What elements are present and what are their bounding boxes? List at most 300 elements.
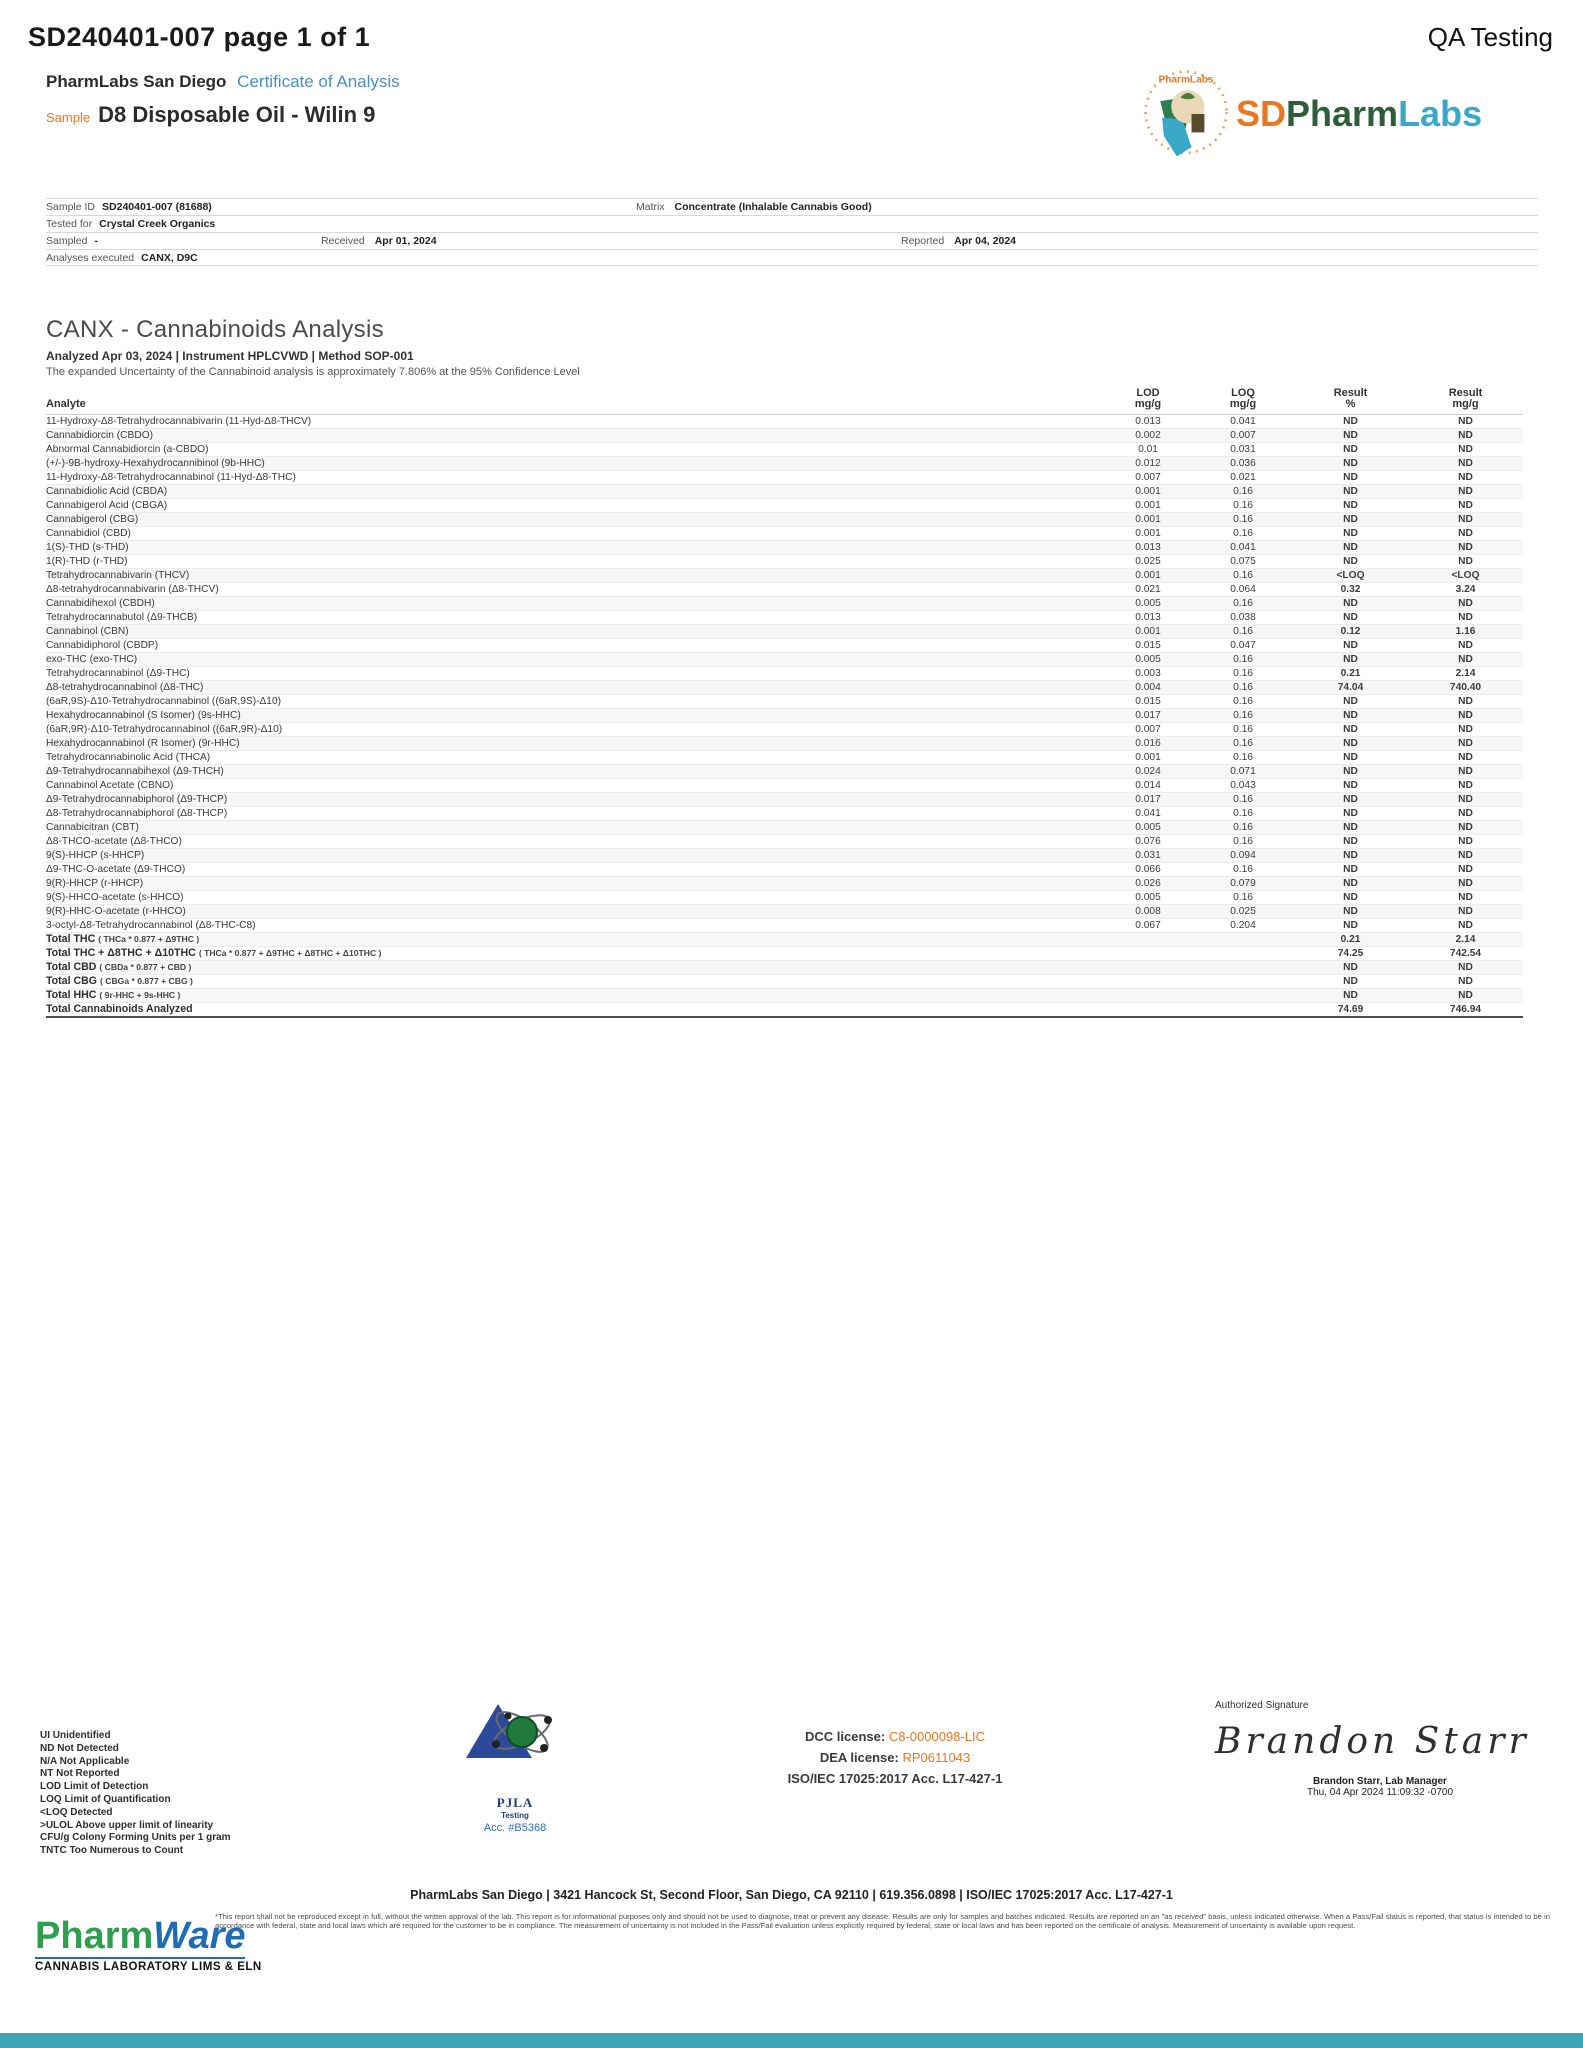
analyte-cell (46, 611, 1103, 625)
loq-cell: 0.16 (1233, 892, 1253, 903)
license-block (660, 1726, 1130, 1789)
analyte-cell (46, 415, 1103, 429)
loq-cell: 0.16 (1233, 500, 1253, 511)
analyte-cell (46, 471, 1103, 485)
table-row (46, 597, 1523, 611)
sample-label: Sample (46, 110, 91, 125)
result-pct-header-l2: % (1345, 398, 1356, 410)
loq-cell: 0.021 (1230, 472, 1256, 483)
result-pct-cell: ND (1343, 556, 1358, 567)
legend-item: CFU/g Colony Forming Units per 1 gram (40, 1832, 231, 1844)
table-row (46, 723, 1523, 737)
loq-cell: 0.16 (1233, 696, 1253, 707)
qa-testing-label: QA Testing (1427, 22, 1553, 52)
lod-cell: 0.007 (1135, 472, 1161, 483)
lod-cell: 0.012 (1135, 458, 1161, 469)
result-pct-cell: ND (1343, 430, 1358, 441)
loq-cell: 0.16 (1233, 738, 1253, 749)
table-row (46, 457, 1523, 471)
result-mgg-header-l1: Result (1448, 387, 1483, 399)
total-row (46, 947, 1523, 961)
analyte-name: 3-octyl-Δ8-Tetrahydrocannabinol (Δ8-THC-C8) (46, 920, 256, 931)
analyte-name: Cannabigerol Acid (CBGA) (46, 500, 168, 511)
license-line (660, 1747, 1130, 1768)
analyte-cell (46, 527, 1103, 541)
lod-cell: 0.013 (1135, 416, 1161, 427)
analyte-name: 9(R)-HHC-O-acetate (r-HHCO) (46, 906, 186, 917)
analyte-cell (46, 625, 1103, 639)
lod-cell: 0.076 (1135, 836, 1161, 847)
result-mgg-cell: ND (1458, 724, 1473, 735)
analyte-cell (46, 695, 1103, 709)
legend-item: LOQ Limit of Quantification (40, 1793, 171, 1805)
analyte-name: Δ8-Tetrahydrocannabiphorol (Δ8-THCP) (46, 808, 228, 819)
loq-cell: 0.16 (1233, 626, 1253, 637)
result-mgg-cell: ND (1458, 598, 1473, 609)
result-pct-cell: ND (1343, 724, 1358, 735)
loq-cell: 0.16 (1233, 724, 1253, 735)
loq-cell: 0.16 (1233, 794, 1253, 805)
result-pct-cell: ND (1343, 514, 1358, 525)
brand-pharm: Pharm (1286, 93, 1399, 134)
signature-block (1215, 1700, 1545, 1798)
loq-cell: 0.204 (1230, 920, 1256, 931)
result-pct-cell: ND (1343, 766, 1358, 777)
pharmware-tagline: CANNABIS LABORATORY LIMS & ELN (35, 1957, 245, 1973)
table-header-row (46, 385, 1523, 415)
analyte-cell (46, 555, 1103, 569)
total-formula: ( CBDa * 0.877 + CBD ) (99, 962, 192, 972)
result-pct-cell: ND (1343, 836, 1358, 847)
loq-cell (1193, 989, 1293, 1003)
info-row-sample-id (46, 198, 1538, 215)
analyte-cell (46, 961, 1103, 975)
total-formula: ( THCa * 0.877 + Δ9THC ) (98, 934, 200, 944)
result-pct-cell: ND (1343, 906, 1358, 917)
result-pct-cell: 74.04 (1337, 682, 1364, 693)
matrix-label: Matrix (636, 201, 665, 213)
analyte-cell (46, 723, 1103, 737)
signature-date: Thu, 04 Apr 2024 11:09:32 -0700 (1306, 1787, 1454, 1798)
pharmware-wordmark (35, 1916, 245, 1956)
analyte-cell (46, 667, 1103, 681)
sampled-value: - (94, 235, 98, 247)
lod-cell: 0.004 (1135, 682, 1161, 693)
loq-cell: 0.16 (1233, 570, 1253, 581)
abbreviation-legend (40, 1730, 231, 1858)
result-mgg-cell: ND (1458, 864, 1473, 875)
loq-cell: 0.16 (1233, 822, 1253, 833)
pharmware-pharm: Pharm (35, 1915, 154, 1957)
lod-cell: 0.026 (1135, 878, 1161, 889)
result-mgg-cell: ND (1458, 612, 1473, 623)
analyte-name: 9(S)-HHCO-acetate (s-HHCO) (46, 892, 184, 903)
analyte-cell (46, 975, 1103, 989)
lod-cell: 0.005 (1135, 822, 1161, 833)
result-pct-cell: ND (1343, 752, 1358, 763)
loq-cell: 0.041 (1230, 542, 1256, 553)
table-row (46, 443, 1523, 457)
loq-cell: 0.047 (1230, 640, 1256, 651)
brand-labs: Labs (1398, 93, 1483, 134)
analyte-cell (46, 919, 1103, 933)
table-row (46, 835, 1523, 849)
lod-cell (1103, 989, 1193, 1003)
sample-id-value: SD240401-007 (81688) (102, 201, 212, 213)
table-row (46, 583, 1523, 597)
result-mgg-cell: ND (1458, 906, 1473, 917)
result-mgg-cell: ND (1458, 472, 1473, 483)
result-mgg-cell: ND (1458, 850, 1473, 861)
analyte-cell (46, 485, 1103, 499)
result-mgg-cell: ND (1458, 836, 1473, 847)
analyte-cell (46, 653, 1103, 667)
lod-cell: 0.013 (1135, 542, 1161, 553)
loq-cell: 0.041 (1230, 416, 1256, 427)
analyte-header: Analyte (46, 385, 1103, 415)
result-mgg-cell: ND (1458, 962, 1473, 973)
analyte-cell (46, 807, 1103, 821)
analyte-name: Hexahydrocannabinol (S Isomer) (9s-HHC) (46, 710, 241, 721)
info-row-tested-for (46, 215, 1538, 232)
table-row (46, 779, 1523, 793)
lab-name: PharmLabs San Diego (46, 72, 227, 91)
result-pct-cell: ND (1343, 892, 1358, 903)
analyte-name: 11-Hydroxy-Δ8-Tetrahydrocannabinol (11-Hyd-Δ8-THC) (46, 472, 296, 483)
analyte-name: (6aR,9S)-Δ10-Tetrahydrocannabinol ((6aR,9S)-Δ10) (46, 696, 282, 707)
result-mgg-cell: ND (1458, 920, 1473, 931)
loq-cell: 0.16 (1233, 836, 1253, 847)
lod-cell: 0.024 (1135, 766, 1161, 777)
result-mgg-cell: ND (1458, 430, 1473, 441)
table-row (46, 639, 1523, 653)
result-mgg-cell: 740.40 (1449, 682, 1482, 693)
result-mgg-cell: ND (1458, 766, 1473, 777)
analyte-name: Δ9-THC-O-acetate (Δ9-THCO) (46, 864, 186, 875)
result-mgg-cell: ND (1458, 528, 1473, 539)
result-pct-cell: ND (1343, 808, 1358, 819)
analyte-cell (46, 863, 1103, 877)
table-body (46, 415, 1523, 1018)
result-pct-cell: ND (1343, 976, 1358, 987)
result-mgg-cell: ND (1458, 878, 1473, 889)
loq-cell: 0.079 (1230, 878, 1256, 889)
lod-cell: 0.017 (1135, 710, 1161, 721)
matrix-field (636, 201, 872, 213)
loq-cell: 0.16 (1233, 808, 1253, 819)
pjla-name: PJLA (496, 1795, 534, 1810)
result-mgg-cell: ND (1458, 780, 1473, 791)
result-pct-cell: ND (1343, 794, 1358, 805)
result-pct-cell: ND (1343, 990, 1358, 1001)
result-mgg-cell: ND (1458, 640, 1473, 651)
result-mgg-cell: ND (1458, 738, 1473, 749)
table-row (46, 471, 1523, 485)
pharmware-logo (35, 1915, 262, 1973)
loq-cell: 0.094 (1230, 850, 1256, 861)
result-mgg-cell: ND (1458, 500, 1473, 511)
legend-item: <LOQ Detected (40, 1806, 113, 1818)
result-mgg-cell: ND (1458, 444, 1473, 455)
table-row (46, 709, 1523, 723)
result-pct-cell: 74.69 (1337, 1004, 1364, 1015)
total-row (46, 1003, 1523, 1018)
bottom-accent-bar (0, 2033, 1583, 2048)
lod-cell (1103, 961, 1193, 975)
lod-cell: 0.001 (1135, 486, 1161, 497)
pjla-sub: Testing (501, 1811, 529, 1820)
legend-item: NT Not Reported (40, 1768, 120, 1780)
disclaimer-text: *This report shall not be reproduced except in full, without the written approval of the lab. This report is for informational purposes only and should not be used to diagnose, treat or prevent any disease. Results are only for samples and batches indicated. Results are reported on an "as received" basis, unless indicated otherwise. When a Pass/Fail status is reported, that status is intended to be in accordance with federal, state and local laws which are required for the customer to be in compliance. The measurement of uncertainty is not included in the Pass/Fail evaluation unless explicitly required by federal, state or local laws and has been reported on the certificate of analysis. Measurement of uncertainty is available upon request. (215, 1912, 1550, 1930)
lod-cell: 0.001 (1135, 752, 1161, 763)
uncertainty-note: The expanded Uncertainty of the Cannabinoid analysis is approximately 7.806% at the 95% Confidence Level (46, 366, 580, 378)
analyte-name: 11-Hydroxy-Δ8-Tetrahydrocannabivarin (11-Hyd-Δ8-THCV) (46, 416, 312, 427)
loq-cell: 0.043 (1230, 780, 1256, 791)
table-row (46, 569, 1523, 583)
tested-for-label: Tested for (46, 218, 93, 230)
table-row (46, 653, 1523, 667)
table-row (46, 891, 1523, 905)
lod-cell: 0.031 (1135, 850, 1161, 861)
analyses-value: CANX, D9C (141, 251, 198, 264)
legend-item: TNTC Too Numerous to Count (40, 1845, 184, 1857)
lod-cell: 0.066 (1135, 864, 1161, 875)
analyte-cell (46, 681, 1103, 695)
signature-script: Brandon Starr (1215, 1721, 1530, 1762)
pharmware-ware: Ware (153, 1915, 246, 1957)
doc-id: SD240401-007 page 1 of 1 (28, 22, 371, 52)
lod-cell: 0.008 (1135, 906, 1161, 917)
loq-cell (1193, 975, 1293, 989)
result-mgg-cell: 746.94 (1449, 1004, 1482, 1015)
analyte-cell (46, 751, 1103, 765)
lod-cell: 0.002 (1135, 430, 1161, 441)
analyte-cell (46, 569, 1103, 583)
lab-line (46, 72, 400, 92)
analyte-name: Cannabinol (CBN) (46, 626, 129, 637)
result-pct-header (1293, 385, 1408, 415)
total-row (46, 989, 1523, 1003)
result-pct-cell: ND (1343, 612, 1358, 623)
analyte-cell (46, 541, 1103, 555)
result-pct-cell: ND (1343, 500, 1358, 511)
analyte-name: Cannabigerol (CBG) (46, 514, 139, 525)
sdpharmlabs-logo (1140, 66, 1483, 162)
lod-cell (1103, 975, 1193, 989)
table-header (46, 385, 1523, 415)
analyte-name: Total THC (46, 933, 96, 945)
result-pct-cell: ND (1343, 850, 1358, 861)
section-title: CANX - Cannabinoids Analysis (46, 316, 384, 343)
result-mgg-cell: ND (1458, 542, 1473, 553)
result-pct-cell: ND (1343, 780, 1358, 791)
sample-info-block (46, 198, 1538, 266)
loq-cell (1193, 933, 1293, 947)
result-mgg-cell: ND (1458, 822, 1473, 833)
lod-cell: 0.005 (1135, 654, 1161, 665)
sampled-label: Sampled (46, 235, 88, 247)
total-row (46, 961, 1523, 975)
result-mgg-cell: 1.16 (1455, 626, 1476, 637)
result-pct-cell: ND (1343, 640, 1358, 651)
brand-sd: SD (1236, 93, 1287, 134)
analyte-name: Cannabidiolic Acid (CBDA) (46, 486, 168, 497)
table-row (46, 849, 1523, 863)
lod-cell: 0.005 (1135, 892, 1161, 903)
result-mgg-header (1408, 385, 1523, 415)
result-pct-cell: ND (1343, 472, 1358, 483)
analyte-name: Tetrahydrocannabinolic Acid (THCA) (46, 752, 211, 763)
loq-header-l1: LOQ (1231, 387, 1255, 399)
received-field (321, 235, 437, 247)
reported-field (901, 235, 1016, 247)
analyses-label: Analyses executed (46, 251, 135, 264)
lod-cell (1103, 933, 1193, 947)
analyte-name: (6aR,9R)-Δ10-Tetrahydrocannabinol ((6aR,9R)-Δ10) (46, 724, 283, 735)
analyte-name: Tetrahydrocannabivarin (THCV) (46, 570, 190, 581)
analyte-name: (+/-)-9B-hydroxy-Hexahydrocannibinol (9b-HHC) (46, 458, 265, 469)
analyte-name: Total Cannabinoids Analyzed (46, 1003, 193, 1015)
info-row-dates (46, 232, 1538, 249)
pjla-logo-icon (460, 1698, 570, 1790)
analyte-name: Cannabicitran (CBT) (46, 822, 139, 833)
result-mgg-cell: ND (1458, 808, 1473, 819)
analyte-name: Total HHC (46, 989, 97, 1001)
analyte-cell (46, 947, 1103, 961)
analyte-name: Abnormal Cannabidiorcin (a-CBDO) (46, 444, 209, 455)
analyte-name: Δ9-Tetrahydrocannabiphorol (Δ9-THCP) (46, 794, 228, 805)
result-mgg-cell: ND (1458, 514, 1473, 525)
result-pct-cell: ND (1343, 486, 1358, 497)
analyte-name: Δ8-THCO-acetate (Δ8-THCO) (46, 836, 182, 847)
table-row (46, 485, 1523, 499)
result-mgg-cell: ND (1458, 696, 1473, 707)
result-pct-cell: ND (1343, 542, 1358, 553)
lod-header (1103, 385, 1193, 415)
result-pct-cell: ND (1343, 920, 1358, 931)
loq-cell: 0.064 (1230, 584, 1256, 595)
table-row (46, 527, 1523, 541)
result-pct-cell: ND (1343, 598, 1358, 609)
analyte-cell (46, 989, 1103, 1003)
license-line (660, 1726, 1130, 1747)
analyte-name: Tetrahydrocannabutol (Δ9-THCB) (46, 612, 198, 623)
lod-header-l2: mg/g (1134, 398, 1162, 410)
table-row (46, 905, 1523, 919)
result-mgg-cell: ND (1458, 794, 1473, 805)
result-mgg-cell: ND (1458, 486, 1473, 497)
loq-cell: 0.025 (1230, 906, 1256, 917)
total-row (46, 975, 1523, 989)
result-mgg-cell: 2.14 (1455, 668, 1476, 679)
analyte-name: 9(S)-HHCP (s-HHCP) (46, 850, 145, 861)
analyte-cell (46, 891, 1103, 905)
result-mgg-cell: ND (1458, 892, 1473, 903)
analyte-name: Total CBD (46, 961, 97, 973)
loq-cell: 0.16 (1233, 598, 1253, 609)
result-pct-cell: ND (1343, 444, 1358, 455)
result-pct-cell: 0.21 (1340, 934, 1361, 945)
result-mgg-header-l2: mg/g (1452, 398, 1479, 410)
legend-item: LOD Limit of Detection (40, 1781, 149, 1793)
license-value: RP0611043 (898, 1750, 971, 1765)
legend-item: UI Unidentified (40, 1730, 111, 1741)
table-row (46, 415, 1523, 429)
analyte-name: Cannabidiorcin (CBDO) (46, 430, 154, 441)
result-pct-cell: ND (1343, 864, 1358, 875)
result-pct-cell: 0.12 (1340, 626, 1361, 637)
result-pct-cell: ND (1343, 822, 1358, 833)
table-row (46, 541, 1523, 555)
doc-header (28, 22, 1553, 53)
result-mgg-cell: ND (1458, 654, 1473, 665)
table-row (46, 499, 1523, 513)
license-value: C8-0000098-LIC (885, 1729, 985, 1744)
result-pct-header-l1: Result (1333, 387, 1368, 399)
section-meta: Analyzed Apr 03, 2024 | Instrument HPLCVWD | Method SOP-001 (46, 349, 414, 363)
authorized-signature-label: Authorized Signature (1215, 1700, 1309, 1711)
loq-header (1193, 385, 1293, 415)
table-row (46, 919, 1523, 933)
loq-cell: 0.16 (1233, 710, 1253, 721)
result-pct-cell: 74.25 (1337, 948, 1364, 959)
lod-cell: 0.017 (1135, 794, 1161, 805)
analyte-cell (46, 821, 1103, 835)
analyte-cell (46, 793, 1103, 807)
lod-cell: 0.007 (1135, 724, 1161, 735)
table-row (46, 429, 1523, 443)
analyte-name: Hexahydrocannabinol (R Isomer) (9r-HHC) (46, 738, 240, 749)
lod-cell: 0.067 (1135, 920, 1161, 931)
company-address-line: PharmLabs San Diego | 3421 Hancock St, Second Floor, San Diego, CA 92110 | 619.356.0898 | ISO/IEC 17025:2017 Acc. L17-427-1 (410, 1888, 1173, 1902)
loq-cell: 0.16 (1233, 752, 1253, 763)
analyte-name: Total THC + Δ8THC + Δ10THC (46, 947, 196, 959)
result-pct-cell: ND (1343, 696, 1358, 707)
table-row (46, 807, 1523, 821)
loq-cell: 0.036 (1230, 458, 1256, 469)
table-row (46, 555, 1523, 569)
analyte-name: Cannabidihexol (CBDH) (46, 598, 155, 609)
analyte-name: Total CBG (46, 975, 98, 987)
loq-cell: 0.16 (1233, 682, 1253, 693)
analyte-name: Cannabidiphorol (CBDP) (46, 640, 159, 651)
loq-cell: 0.16 (1233, 514, 1253, 525)
result-pct-cell: ND (1343, 962, 1358, 973)
loq-cell: 0.038 (1230, 612, 1256, 623)
info-row-analyses (46, 249, 1538, 266)
sample-id-label: Sample ID (46, 201, 96, 213)
loq-cell (1193, 1003, 1293, 1018)
analyte-name: Cannabinol Acetate (CBNO) (46, 780, 174, 791)
lod-cell (1103, 947, 1193, 961)
analyte-name: Tetrahydrocannabinol (Δ9-THC) (46, 668, 190, 679)
lod-cell: 0.001 (1135, 626, 1161, 637)
result-mgg-cell: 2.14 (1455, 934, 1476, 945)
result-pct-cell: ND (1343, 458, 1358, 469)
analyte-cell (46, 779, 1103, 793)
analyte-cell (46, 835, 1103, 849)
table-row (46, 737, 1523, 751)
legend-item: N/A Not Applicable (40, 1755, 130, 1767)
result-mgg-cell: ND (1458, 976, 1473, 987)
reported-label: Reported (901, 235, 945, 247)
table-row (46, 751, 1523, 765)
result-mgg-cell: ND (1458, 710, 1473, 721)
analyte-cell (46, 639, 1103, 653)
analyte-cell (46, 513, 1103, 527)
svg-text:PharmLabs: PharmLabs (1158, 74, 1214, 86)
lod-cell: 0.013 (1135, 612, 1161, 623)
